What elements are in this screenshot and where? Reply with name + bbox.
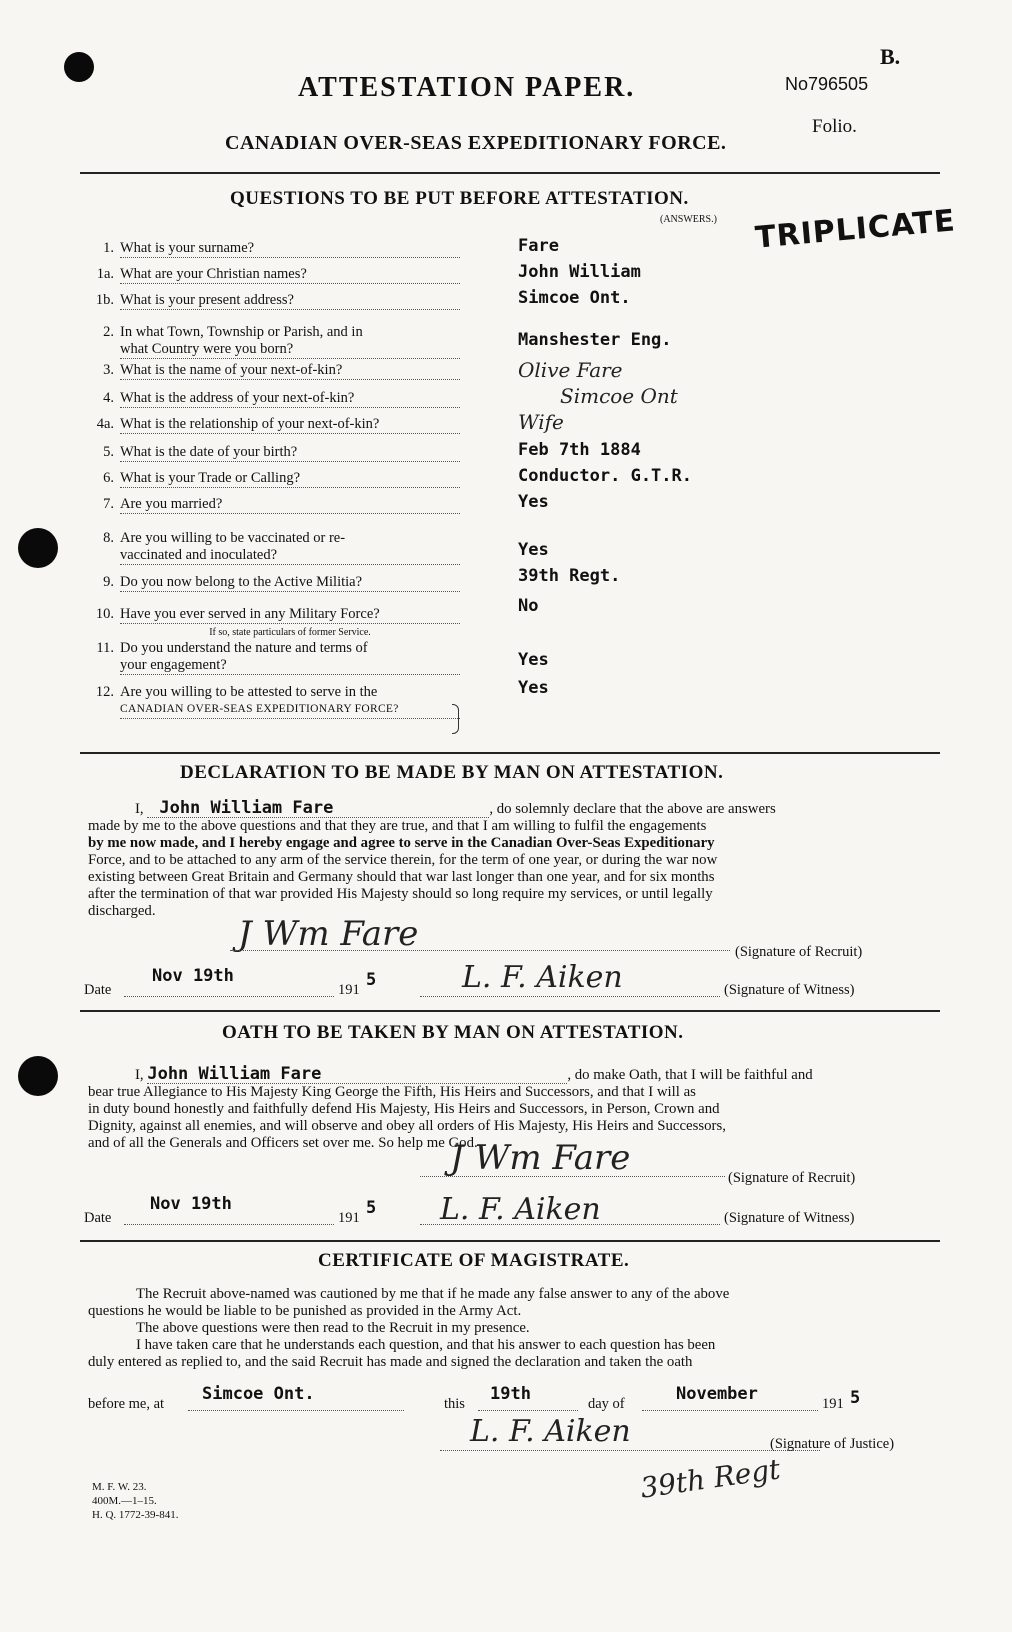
question-line: CANADIAN OVER-SEAS EXPEDITIONARY FORCE? <box>120 701 460 719</box>
question-number: 6. <box>103 470 114 486</box>
date-label: Date <box>84 982 112 998</box>
question-item <box>88 640 468 675</box>
declaration-prefix: I, <box>135 801 144 817</box>
year-prefix: 191 <box>822 1396 844 1412</box>
question-text <box>120 606 460 641</box>
date-label: Date <box>84 1210 112 1226</box>
question-text <box>120 530 460 565</box>
serial-number: No796505 <box>785 74 869 94</box>
signature-line <box>230 950 730 951</box>
form-subtitle: CANADIAN OVER-SEAS EXPEDITIONARY FORCE. <box>225 132 727 154</box>
question-text <box>120 266 460 284</box>
question-line: In what Town, Township or Parish, and in <box>120 324 363 340</box>
certificate-line: I have taken care that he understands each question, and that his answer to each question has been <box>136 1337 716 1353</box>
triplicate-stamp: TRIPLICATE <box>753 203 958 256</box>
answer-value: Simcoe Ont. <box>518 288 631 308</box>
magistrate-month: November <box>676 1384 758 1404</box>
question-number: 4. <box>103 390 114 406</box>
declaration-line: made by me to the above questions and that they are true, and that I am willing to fulfil the engagements <box>88 818 707 834</box>
question-line: What is the date of your birth? <box>120 444 460 462</box>
question-number: 1b. <box>95 292 114 308</box>
punch-hole <box>18 528 58 568</box>
question-text <box>120 684 460 719</box>
question-item <box>88 266 468 284</box>
answer-value: Olive Fare <box>518 358 623 382</box>
oath-text-first: , do make Oath, that I will be faithful and <box>567 1067 813 1083</box>
declaration-line: by me now made, and I hereby engage and agree to serve in the Canadian Over-Seas Expeditionary <box>88 835 715 851</box>
certificate-line: questions he would be liable to be punished as provided in the Army Act. <box>88 1303 522 1319</box>
question-number: 10. <box>95 606 114 622</box>
answer-value: Yes <box>518 650 549 670</box>
year-suffix: 5 <box>850 1388 861 1408</box>
question-text <box>120 574 460 592</box>
answer-value: Conductor. G.T.R. <box>518 466 692 486</box>
question-number: 2. <box>103 324 114 340</box>
question-number: 11. <box>96 640 114 656</box>
question-line: Are you willing to be vaccinated or re- <box>120 530 346 546</box>
corner-letter: B. <box>880 44 901 69</box>
question-number: 9. <box>103 574 114 590</box>
question-item <box>88 362 468 380</box>
divider <box>80 1010 940 1012</box>
answer-value: Simcoe Ont <box>560 384 678 408</box>
answer-value: Feb 7th 1884 <box>518 440 641 460</box>
question-line: vaccinated and inoculated? <box>120 547 460 565</box>
answer-value: No <box>518 596 539 616</box>
question-line: What is the relationship of your next-of-kin? <box>120 416 460 434</box>
oath-witness-label: (Signature of Witness) <box>724 1210 855 1226</box>
answer-value: Wife <box>518 410 564 434</box>
certificate-line: duly entered as replied to, and the said Recruit has made and signed the declaration and taken the oath <box>88 1354 693 1370</box>
oath-line: bear true Allegiance to His Majesty King George the Fifth, His Heirs and Successors, and that I will as <box>88 1084 696 1100</box>
question-item <box>88 240 468 258</box>
question-text <box>120 390 460 408</box>
question-number: 1a. <box>96 266 114 282</box>
question-line: What is the name of your next-of-kin? <box>120 362 460 380</box>
certificate-body <box>88 1286 905 1371</box>
question-text <box>120 362 460 380</box>
question-line: Do you understand the nature and terms of <box>120 640 368 656</box>
oath-line: and of all the Generals and Officers set over me. So help me God. <box>88 1135 478 1151</box>
divider <box>80 172 940 174</box>
declaration-line: Force, and to be attached to any arm of the service therein, for the term of one year, or during the war now <box>88 852 718 868</box>
question-number: 12. <box>95 684 114 700</box>
oath-first-line <box>135 1066 905 1084</box>
question-number: 5. <box>103 444 114 460</box>
date-line <box>124 996 334 997</box>
witness-signature: L. F. Aiken <box>462 960 623 995</box>
question-text <box>120 240 460 258</box>
question-line: what Country were you born? <box>120 341 460 359</box>
month-line <box>642 1410 818 1411</box>
year-prefix: 191 <box>338 1210 360 1226</box>
divider <box>80 1240 940 1242</box>
question-line: Do you now belong to the Active Militia? <box>120 574 460 592</box>
question-item <box>88 292 468 310</box>
certificate-heading: CERTIFICATE OF MAGISTRATE. <box>318 1250 630 1271</box>
question-item <box>88 470 468 488</box>
justice-signature: L. F. Aiken <box>470 1414 631 1449</box>
this-label: this <box>444 1396 465 1412</box>
question-line: What is the address of your next-of-kin? <box>120 390 460 408</box>
question-note: If so, state particulars of former Service. <box>209 627 371 638</box>
recruit-signature-label: (Signature of Recruit) <box>735 944 863 960</box>
day-line <box>478 1410 578 1411</box>
witness-line <box>420 1224 720 1225</box>
question-line: What are your Christian names? <box>120 266 460 284</box>
year-suffix: 5 <box>366 970 377 990</box>
question-text <box>120 470 460 488</box>
question-number: 8. <box>103 530 114 546</box>
signature-line <box>420 1176 725 1177</box>
before-me-label: before me, at <box>88 1396 165 1412</box>
day-of-label: day of <box>588 1396 625 1412</box>
certificate-line: The Recruit above-named was cautioned by me that if he made any false answer to any of the above <box>136 1286 730 1302</box>
form-code-line: 400M.—1–15. <box>92 1495 157 1507</box>
question-line: What is your present address? <box>120 292 460 310</box>
declaration-text-first: , do solemnly declare that the above are answers <box>489 801 776 817</box>
witness-line <box>420 996 720 997</box>
oath-taker-name: John William Fare <box>147 1066 567 1084</box>
answer-value: Manshester Eng. <box>518 330 672 350</box>
question-text <box>120 292 460 310</box>
question-item <box>88 496 468 514</box>
certificate-line: The above questions were then read to the Recruit in my presence. <box>136 1320 530 1336</box>
answers-label: (ANSWERS.) <box>660 214 717 225</box>
question-text <box>120 496 460 514</box>
answer-value: John William <box>518 262 641 282</box>
declaration-line: discharged. <box>88 903 156 919</box>
answer-value: Yes <box>518 540 549 560</box>
unit-note: 39th Regt <box>638 1452 783 1505</box>
magistrate-day: 19th <box>490 1384 531 1404</box>
question-item <box>88 530 468 565</box>
punch-hole <box>64 52 94 82</box>
question-item <box>88 574 468 592</box>
question-line: What is your Trade or Calling? <box>120 470 460 488</box>
declaration-line: existing between Great Britain and Germany should that war last longer than one year, and for six months <box>88 869 715 885</box>
question-line: Have you ever served in any Military Force? <box>120 606 460 624</box>
oath-date: Nov 19th <box>150 1194 232 1214</box>
place-line <box>188 1410 404 1411</box>
declaration-line: after the termination of that war provided His Majesty should so long require my services, or until legally <box>88 886 713 902</box>
answer-value: Yes <box>518 678 549 698</box>
question-item <box>88 684 468 719</box>
oath-recruit-signature: J Wm Fare <box>450 1138 631 1178</box>
question-item <box>88 444 468 462</box>
question-item <box>88 416 468 434</box>
questions-heading: QUESTIONS TO BE PUT BEFORE ATTESTATION. <box>230 188 689 209</box>
justice-signature-label: (Signature of Justice) <box>770 1436 895 1452</box>
question-line: your engagement? <box>120 657 460 675</box>
oath-witness-signature: L. F. Aiken <box>440 1192 601 1227</box>
question-item <box>88 606 468 641</box>
question-item <box>88 390 468 408</box>
declaration-heading: DECLARATION TO BE MADE BY MAN ON ATTESTATION. <box>180 762 724 783</box>
question-number: 3. <box>103 362 114 378</box>
question-text <box>120 640 460 675</box>
question-line: What is your surname? <box>120 240 460 258</box>
question-number: 7. <box>103 496 114 512</box>
date-line <box>124 1224 334 1225</box>
declaration-date: Nov 19th <box>152 966 234 986</box>
question-number: 1. <box>103 240 114 256</box>
question-bracket <box>452 704 459 734</box>
form-code <box>92 1480 178 1522</box>
question-text <box>120 444 460 462</box>
question-text <box>120 416 460 434</box>
question-text <box>120 324 460 359</box>
declarant-name: John William Fare <box>147 800 489 818</box>
oath-recruit-label: (Signature of Recruit) <box>728 1170 856 1186</box>
question-item <box>88 324 468 359</box>
question-line: Are you married? <box>120 496 460 514</box>
year-prefix: 191 <box>338 982 360 998</box>
oath-prefix: I, <box>135 1067 144 1083</box>
folio-label: Folio. <box>812 116 857 137</box>
question-number: 4a. <box>96 416 114 432</box>
form-code-line: H. Q. 1772-39-841. <box>92 1509 179 1521</box>
oath-line: Dignity, against all enemies, and will observe and obey all orders of His Majesty, His Heirs and Successors, <box>88 1118 726 1134</box>
oath-heading: OATH TO BE TAKEN BY MAN ON ATTESTATION. <box>222 1022 684 1043</box>
question-line: Are you willing to be attested to serve in the <box>120 684 378 700</box>
declaration-first-line <box>135 800 905 818</box>
oath-line: in duty bound honestly and faithfully defend His Majesty, His Heirs and Successors, in Person, Crown and <box>88 1101 720 1117</box>
form-title: ATTESTATION PAPER. <box>298 72 636 103</box>
magistrate-place: Simcoe Ont. <box>202 1384 315 1404</box>
form-code-line: M. F. W. 23. <box>92 1481 147 1493</box>
answer-value: Yes <box>518 492 549 512</box>
recruit-signature: J Wm Fare <box>238 914 419 954</box>
justice-line <box>440 1450 820 1451</box>
answer-value: 39th Regt. <box>518 566 621 586</box>
punch-hole <box>18 1056 58 1096</box>
witness-signature-label: (Signature of Witness) <box>724 982 855 998</box>
answer-value: Fare <box>518 236 559 256</box>
divider <box>80 752 940 754</box>
declaration-body <box>88 818 905 920</box>
year-suffix: 5 <box>366 1198 377 1218</box>
